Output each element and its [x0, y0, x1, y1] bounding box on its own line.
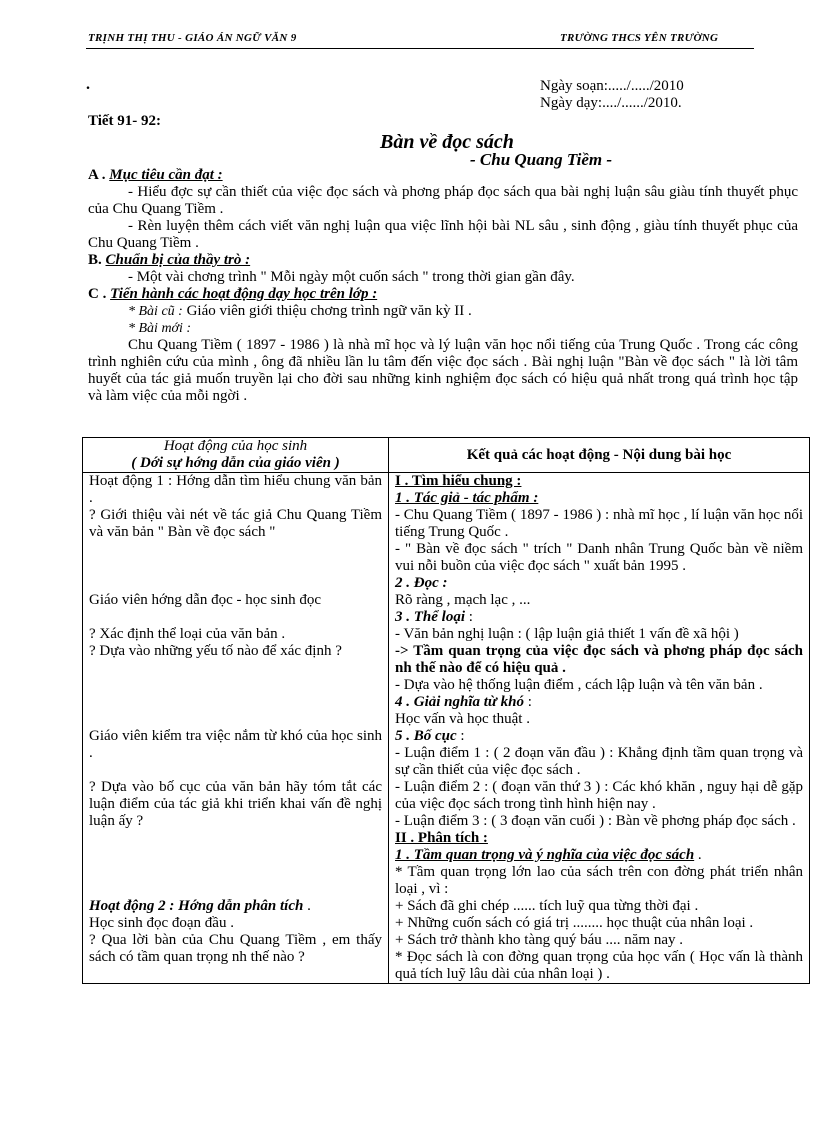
part-1-1-heading: 1 . Tác giả - tác phẩm :	[395, 490, 539, 506]
section-a-heading: A . Mục tiêu cần đạt :	[88, 167, 223, 183]
result-9: - Luận điểm 2 : ( đoạn văn thứ 3 ) : Các khó khăn , nguy hại dễ gặp của việc đọc sách trong tình hình hiện nay .	[395, 779, 803, 812]
result-7: Học vấn và học thuật .	[395, 711, 530, 727]
result-5: -> Tầm quan trọng của việc đọc sách và phơng pháp đọc sách nh thế nào để có hiệu quả .	[395, 643, 803, 676]
student-reading: Học sinh đọc đoạn đầu .	[89, 915, 234, 931]
part-1-2-heading: 2 . Đọc :	[395, 575, 448, 591]
question-5: ? Qua lời bàn của Chu Quang Tiềm , em thấy sách có tầm quan trọng nh thế nào ?	[89, 932, 382, 965]
part-1-4-heading: 4 . Giải nghĩa từ khó :	[395, 694, 532, 710]
section-b-heading: B. Chuẩn bị của thầy trò :	[88, 252, 251, 268]
lesson-table	[82, 437, 810, 984]
lesson-title: Bàn về đọc sách	[380, 131, 514, 153]
result-10: - Luận điểm 3 : ( 3 đoạn văn cuối ) : Bàn về phơng pháp đọc sách .	[395, 813, 796, 829]
bai-cu: * Bài cũ : Giáo viên giới thiệu chơng trình ngữ văn kỳ II .	[128, 303, 472, 319]
question-4: ? Dựa vào bố cục của văn bản hãy tóm tắt các luận điểm của tác giả khi triển khai vấn đề nghị luận ấy ?	[89, 779, 382, 829]
question-2: ? Xác định thể loại của văn bản .	[89, 626, 286, 642]
student-activities	[83, 473, 389, 984]
part-2-heading: II . Phân tích :	[395, 830, 488, 846]
result-11: * Tầm quan trọng lớn lao của sách trên con đờng phát triển nhân loại , vì :	[395, 864, 803, 897]
result-13: + Những cuốn sách có giá trị ........ học thuật của nhân loại .	[395, 915, 754, 931]
result-15: * Đọc sách là con đờng quan trọng của học vấn ( Học vấn là thành quả tích luỹ lâu dài của nhân loại ) .	[395, 949, 803, 982]
lesson-number: Tiết 91- 92:	[88, 113, 162, 129]
teacher-reading: Giáo viên hớng dẫn đọc - học sinh đọc	[89, 592, 322, 608]
table-body-row	[83, 473, 810, 984]
header-right: TRƯỜNG THCS YÊN TRƯỜNG	[560, 32, 719, 44]
part-1-heading: I . Tìm hiểu chung :	[395, 473, 522, 489]
activity-2: Hoạt động 2 : Hớng dẫn phân tích .	[89, 898, 311, 914]
header-divider	[86, 48, 754, 49]
left-column-header: Hoạt động của học sinh ( Dới sự hớng dẫn của giáo viên )	[83, 438, 389, 473]
lesson-results	[389, 473, 810, 984]
lesson-body	[88, 167, 798, 405]
activity-1: Hoạt động 1 : Hớng dẫn tìm hiểu chung văn bản .	[89, 473, 382, 506]
result-3: Rõ ràng , mạch lạc , ...	[395, 592, 531, 608]
section-a-p1: - Hiểu đợc sự cần thiết của việc đọc sách và phơng pháp đọc sách qua bài nghị luận sâu giàu tính thuyết phục của Chu Quang Tiềm .	[88, 184, 798, 217]
result-2: - " Bàn về đọc sách " trích " Danh nhân Trung Quốc bàn về niềm vui nỗi buồn của việc đọc sách " xuất bản 1995 .	[395, 541, 803, 574]
stray-dot: .	[86, 76, 90, 93]
date-prepared: Ngày soạn:...../...../2010	[540, 78, 684, 94]
part-1-5-heading: 5 . Bố cục :	[395, 728, 465, 744]
result-8: - Luận điểm 1 : ( 2 đoạn văn đầu ) : Khẳng định tầm quan trọng và sự cần thiết của việc đọc sách .	[395, 745, 803, 778]
question-1: ? Giới thiệu vài nét về tác giả Chu Quang Tiềm và văn bản " Bàn về đọc sách "	[89, 507, 382, 540]
header-left: TRỊNH THỊ THU - GIÁO ÁN NGỮ VĂN 9	[88, 32, 297, 44]
result-12: + Sách đã ghi chép ...... tích luỹ qua từng thời đại .	[395, 898, 699, 914]
table-header-row	[83, 438, 810, 473]
section-c-heading: C . Tiến hành các hoạt động dạy học trên lớp :	[88, 286, 378, 302]
section-a-p2: - Rèn luyện thêm cách viết văn nghị luận qua việc lĩnh hội bài NL sâu , sinh động , giàu tính thuyết phục của Chu Quang Tiềm .	[88, 218, 798, 251]
intro-paragraph: Chu Quang Tiềm ( 1897 - 1986 ) là nhà mĩ học và lý luận văn học nổi tiếng của Trung Quốc . Trong các công trình nghiên cứu của mình , ông đã nhiều lần lu tâm đến việc đọc sách . Bài nghị luận "Bàn về đọc sách " là lời tâm huyết của tác giả muốn truyền lại cho đời sau những kinh nghiệm đọc sách có hiệu quả nhất trong quá trình học tập và làm việc của mỗi ngời .	[88, 337, 798, 404]
result-4: - Văn bản nghị luận : ( lập luận giả thiết 1 vấn đề xã hội )	[395, 626, 739, 642]
result-6: - Dựa vào hệ thống luận điểm , cách lập luận và tên văn bản .	[395, 677, 763, 693]
teacher-check: Giáo viên kiểm tra việc nắm từ khó của học sinh .	[89, 728, 382, 761]
right-column-header: Kết quả các hoạt động - Nội dung bài học	[389, 438, 810, 473]
part-1-3-heading: 3 . Thể loại :	[395, 609, 473, 625]
bai-moi: * Bài mới :	[128, 321, 192, 336]
result-14: + Sách trở thành kho tàng quý báu .... năm nay .	[395, 932, 684, 948]
lesson-author: - Chu Quang Tiềm -	[470, 150, 613, 169]
result-1: - Chu Quang Tiềm ( 1897 - 1986 ) : nhà mĩ học , lí luận văn học nổi tiếng Trung Quốc .	[395, 507, 803, 540]
part-2-1-heading: 1 . Tầm quan trọng và ý nghĩa của việc đọc sách .	[395, 847, 702, 863]
section-b-p1: - Một vài chơng trình " Mỗi ngày một cuốn sách " trong thời gian gần đây.	[128, 269, 575, 285]
question-3: ? Dựa vào những yếu tố nào để xác định ?	[89, 643, 342, 659]
date-taught: Ngày dạy:..../....../2010.	[540, 95, 682, 111]
